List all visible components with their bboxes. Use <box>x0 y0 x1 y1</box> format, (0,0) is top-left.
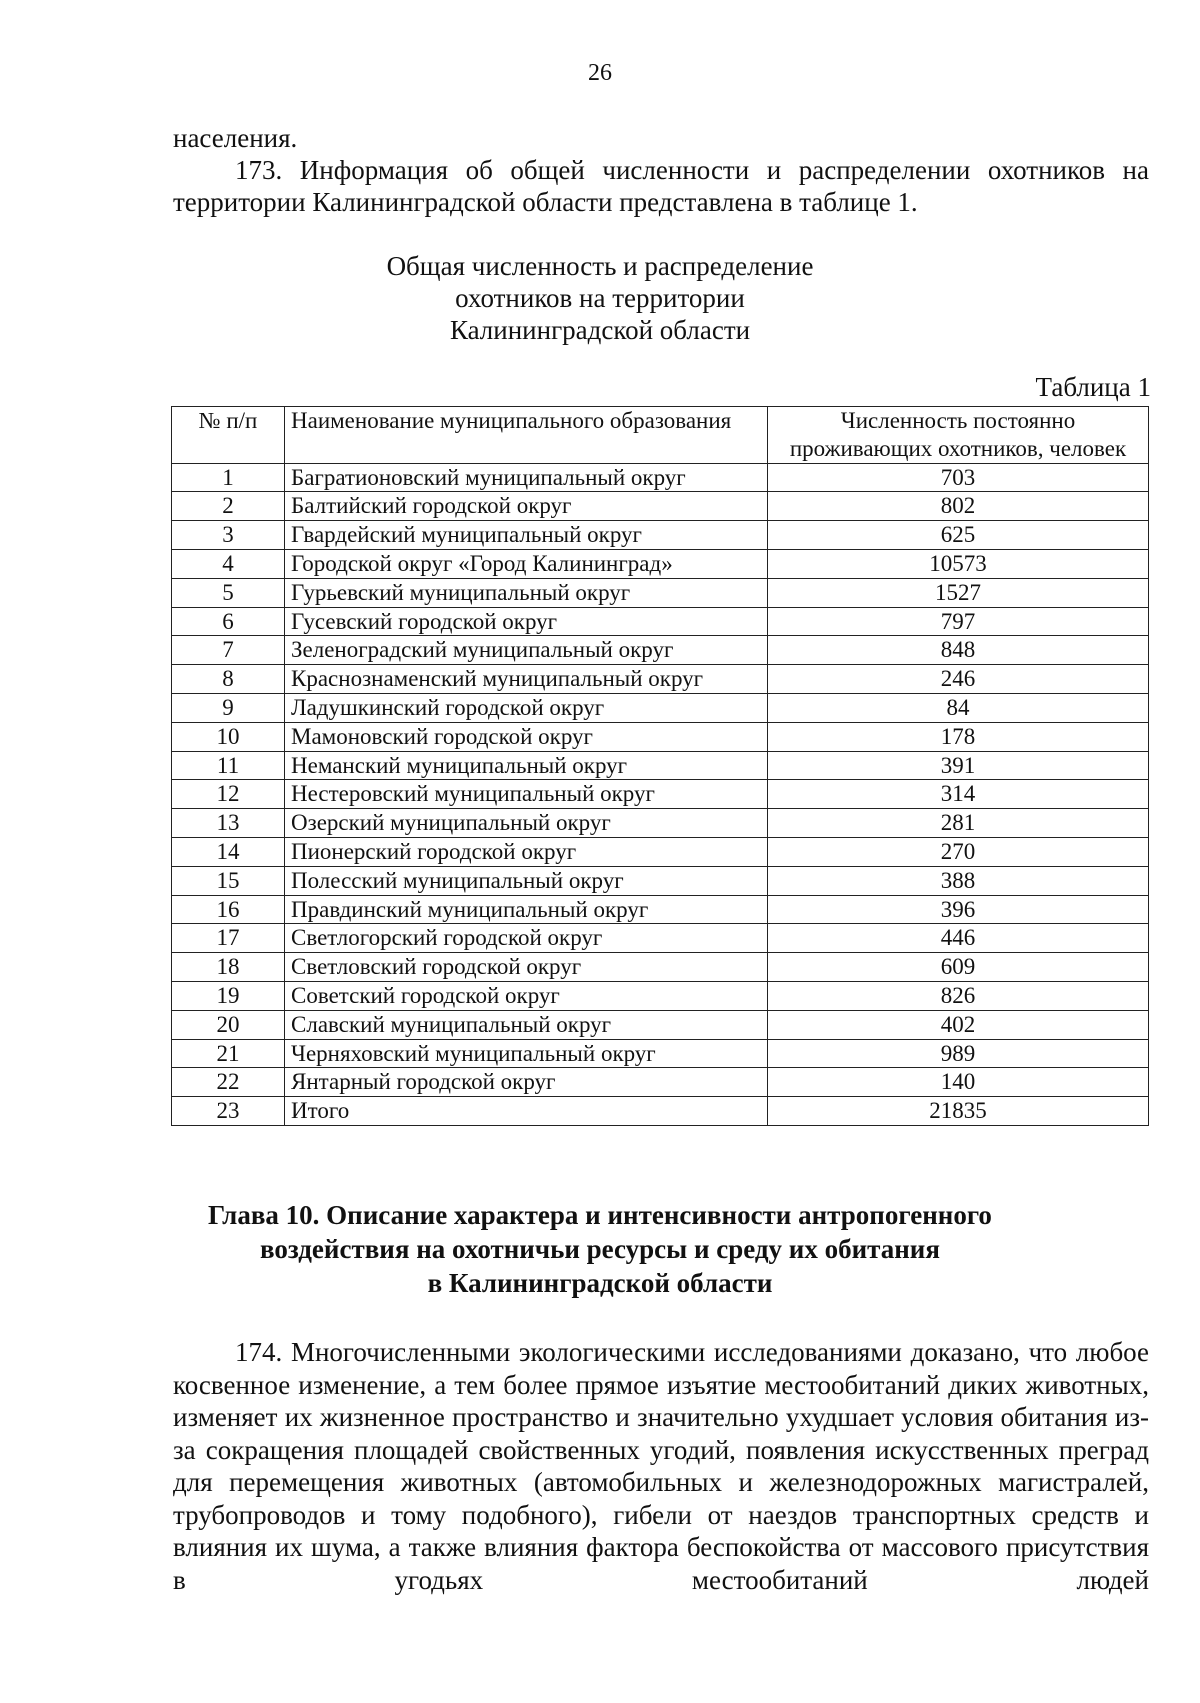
cell-count: 281 <box>768 809 1149 838</box>
table-row <box>172 463 1149 492</box>
cell-municipality: Славский муниципальный округ <box>285 1010 768 1039</box>
cell-count: 178 <box>768 722 1149 751</box>
cell-count: 625 <box>768 521 1149 550</box>
cell-municipality: Янтарный городской округ <box>285 1068 768 1097</box>
paragraph-174 <box>173 1336 1149 1596</box>
cell-number: 17 <box>172 924 285 953</box>
cell-municipality: Неманский муниципальный округ <box>285 751 768 780</box>
table-label: Таблица 1 <box>1035 372 1151 402</box>
cell-count: 703 <box>768 463 1149 492</box>
table-body <box>172 463 1149 1125</box>
table-row <box>172 780 1149 809</box>
cell-municipality: Пионерский городской округ <box>285 837 768 866</box>
cell-number: 18 <box>172 953 285 982</box>
cell-count: 314 <box>768 780 1149 809</box>
cell-municipality: Полесский муниципальный округ <box>285 866 768 895</box>
table-row <box>172 1097 1149 1126</box>
chapter-heading <box>0 1198 1200 1300</box>
cell-number: 16 <box>172 895 285 924</box>
cell-count: 989 <box>768 1039 1149 1068</box>
table-row <box>172 578 1149 607</box>
table-row <box>172 521 1149 550</box>
cell-count: 446 <box>768 924 1149 953</box>
cell-number: 8 <box>172 665 285 694</box>
cell-number: 13 <box>172 809 285 838</box>
cell-number: 19 <box>172 981 285 1010</box>
table-title <box>0 250 1200 346</box>
cell-number: 15 <box>172 866 285 895</box>
table-row <box>172 722 1149 751</box>
hunters-table <box>171 406 1149 1126</box>
cell-count: 826 <box>768 981 1149 1010</box>
table-row <box>172 492 1149 521</box>
cell-municipality: Озерский муниципальный округ <box>285 809 768 838</box>
cell-municipality: Светлогорский городской округ <box>285 924 768 953</box>
cell-municipality: Городской округ «Город Калининград» <box>285 549 768 578</box>
table-row <box>172 866 1149 895</box>
table-row <box>172 1010 1149 1039</box>
cell-number: 20 <box>172 1010 285 1039</box>
table-row <box>172 809 1149 838</box>
cell-number: 14 <box>172 837 285 866</box>
header-number: № п/п <box>172 407 285 464</box>
cell-count: 802 <box>768 492 1149 521</box>
table-row <box>172 693 1149 722</box>
cell-count: 1527 <box>768 578 1149 607</box>
table-row <box>172 751 1149 780</box>
cell-municipality: Черняховский муниципальный округ <box>285 1039 768 1068</box>
cell-number: 4 <box>172 549 285 578</box>
cell-number: 11 <box>172 751 285 780</box>
cell-count: 797 <box>768 607 1149 636</box>
cell-municipality: Балтийский городской округ <box>285 492 768 521</box>
cell-count: 84 <box>768 693 1149 722</box>
header-municipality: Наименование муниципального образования <box>285 407 768 464</box>
cell-municipality: Гвардейский муниципальный округ <box>285 521 768 550</box>
paragraph-173: 173. Информация об общей численности и распределении охотников на территории Калининградской области представлена в таблице 1. <box>173 155 1149 217</box>
paragraph-continuation: населения. <box>173 123 298 153</box>
cell-count: 391 <box>768 751 1149 780</box>
cell-count: 270 <box>768 837 1149 866</box>
table-row <box>172 953 1149 982</box>
cell-number: 10 <box>172 722 285 751</box>
cell-municipality: Гусевский городской округ <box>285 607 768 636</box>
table-row <box>172 549 1149 578</box>
cell-number: 21 <box>172 1039 285 1068</box>
table-row <box>172 665 1149 694</box>
cell-municipality: Краснознаменский муниципальный округ <box>285 665 768 694</box>
cell-municipality: Багратионовский муниципальный округ <box>285 463 768 492</box>
cell-number: 6 <box>172 607 285 636</box>
header-count: Численность постоянно проживающих охотников, человек <box>768 407 1149 464</box>
paragraph-174-text: 174. Многочисленными экологическими исследованиями доказано, что любое косвенное изменение, а тем более прямое изъятие местообитаний диких животных, изменяет их жизненное пространство и значительно ухудшает условия обитания из-за сокращения площадей свойственных угодий, появления искусственных преград для перемещения животных (автомобильных и железнодорожных магистралей, трубопроводов и тому подобного), гибели от наездов транспортных средств и влияния их шума, а также влияния фактора беспокойства от массового присутствия в угодьях местообитаний людей <box>173 1337 1149 1595</box>
cell-count: 402 <box>768 1010 1149 1039</box>
table-title-line: охотников на территории <box>455 283 745 313</box>
cell-municipality: Советский городской округ <box>285 981 768 1010</box>
cell-municipality: Ладушкинский городской округ <box>285 693 768 722</box>
table-row <box>172 1039 1149 1068</box>
table-header-row <box>172 407 1149 464</box>
cell-municipality: Мамоновский городской округ <box>285 722 768 751</box>
table-row <box>172 981 1149 1010</box>
cell-number: 12 <box>172 780 285 809</box>
cell-number: 22 <box>172 1068 285 1097</box>
table-title-line: Общая численность и распределение <box>386 251 814 281</box>
cell-count: 246 <box>768 665 1149 694</box>
chapter-heading-line: в Калининградской области <box>427 1268 773 1298</box>
cell-count: 21835 <box>768 1097 1149 1126</box>
cell-municipality: Итого <box>285 1097 768 1126</box>
cell-count: 396 <box>768 895 1149 924</box>
page-number: 26 <box>588 60 612 86</box>
cell-municipality: Гурьевский муниципальный округ <box>285 578 768 607</box>
table-row <box>172 636 1149 665</box>
chapter-heading-line: Глава 10. Описание характера и интенсивности антропогенного <box>208 1200 992 1230</box>
cell-municipality: Светловский городской округ <box>285 953 768 982</box>
table-row <box>172 924 1149 953</box>
cell-count: 10573 <box>768 549 1149 578</box>
cell-number: 5 <box>172 578 285 607</box>
cell-number: 7 <box>172 636 285 665</box>
cell-count: 609 <box>768 953 1149 982</box>
chapter-heading-line: воздействия на охотничьи ресурсы и среду их обитания <box>260 1234 940 1264</box>
cell-number: 23 <box>172 1097 285 1126</box>
cell-count: 140 <box>768 1068 1149 1097</box>
table-title-line: Калининградской области <box>449 315 751 345</box>
cell-number: 9 <box>172 693 285 722</box>
cell-municipality: Нестеровский муниципальный округ <box>285 780 768 809</box>
table-row <box>172 1068 1149 1097</box>
cell-number: 2 <box>172 492 285 521</box>
cell-municipality: Зеленоградский муниципальный округ <box>285 636 768 665</box>
table-row <box>172 837 1149 866</box>
table-row <box>172 895 1149 924</box>
cell-number: 3 <box>172 521 285 550</box>
cell-count: 388 <box>768 866 1149 895</box>
cell-count: 848 <box>768 636 1149 665</box>
cell-municipality: Правдинский муниципальный округ <box>285 895 768 924</box>
cell-number: 1 <box>172 463 285 492</box>
table-row <box>172 607 1149 636</box>
